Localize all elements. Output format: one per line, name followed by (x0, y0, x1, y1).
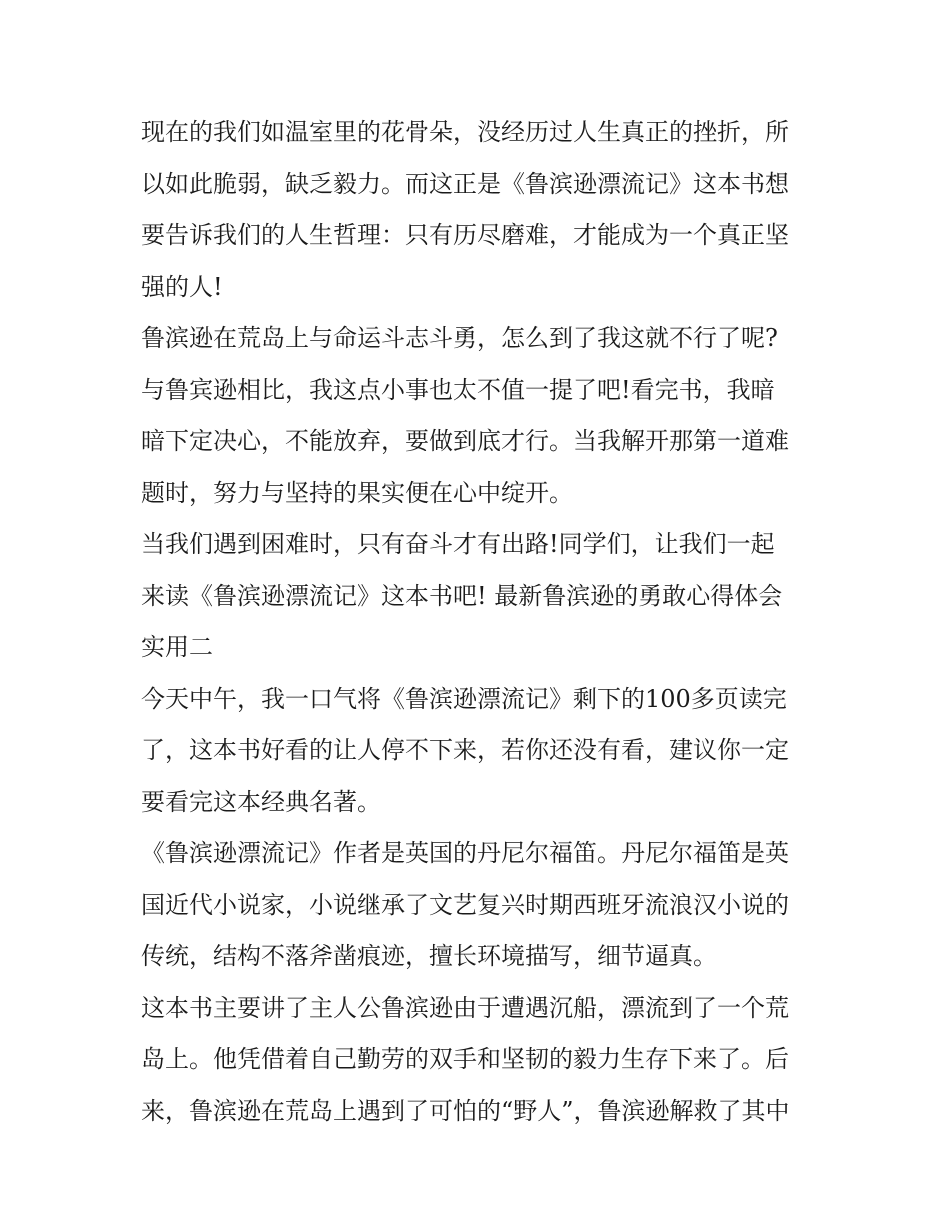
text-line: 当我们遇到困难时，只有奋斗才有出路!同学们，让我们一起 (141, 530, 775, 558)
text-line: 国近代小说家，小说继承了文艺复兴时期西班牙流浪汉小说的 (141, 890, 789, 919)
text-line: 现在的我们如温室里的花骨朵，没经历过人生真正的挫折，所 (141, 118, 789, 146)
text-line: 传统，结构不落斧凿痕迹，擅长环境描写，细节逼真。 (141, 942, 717, 970)
text-line: 这本书主要讲了主人公鲁滨逊由于遭遇沉船，漂流到了一个荒 (141, 993, 789, 1022)
text-line: 来读《鲁滨逊漂流记》这本书吧! 最新鲁滨逊的勇敢心得体会 (141, 581, 783, 610)
text-line: 暗下定决心，不能放弃，要做到底才行。当我解开那第一道难 (141, 427, 789, 455)
text-line: 要告诉我们的人生哲理：只有历尽磨难，才能成为一个真正坚 (141, 221, 789, 249)
text-line: 了，这本书好看的让人停不下来，若你还没有看，建议你一定 (141, 736, 789, 764)
text-line: 以如此脆弱，缺乏毅力。而这正是《鲁滨逊漂流记》这本书想 (141, 169, 789, 198)
text-line: 《鲁滨逊漂流记》作者是英国的丹尼尔福笛。丹尼尔福笛是英 (141, 839, 789, 867)
text-line: 今天中午，我一口气将《鲁滨逊漂流记》剩下的100多页读完 (141, 684, 787, 713)
text-line: 题时，努力与坚持的果实便在心中绽开。 (141, 478, 573, 507)
text-line: 与鲁宾逊相比，我这点小事也太不值一提了吧!看完书，我暗 (141, 375, 775, 404)
text-line: 岛上。他凭借着自己勤劳的双手和坚韧的毅力生存下来了。后 (141, 1045, 789, 1073)
text-line: 鲁滨逊在荒岛上与命运斗志斗勇，怎么到了我这就不行了呢? (141, 324, 778, 352)
text-line: 要看完这本经典名著。 (141, 787, 381, 816)
text-line: 来，鲁滨逊在荒岛上遇到了可怕的“野人”，鲁滨逊解救了其中 (141, 1096, 790, 1125)
body-text (141, 107, 821, 1137)
text-line: 强的人! (141, 272, 223, 301)
text-line: 实用二 (141, 633, 213, 661)
